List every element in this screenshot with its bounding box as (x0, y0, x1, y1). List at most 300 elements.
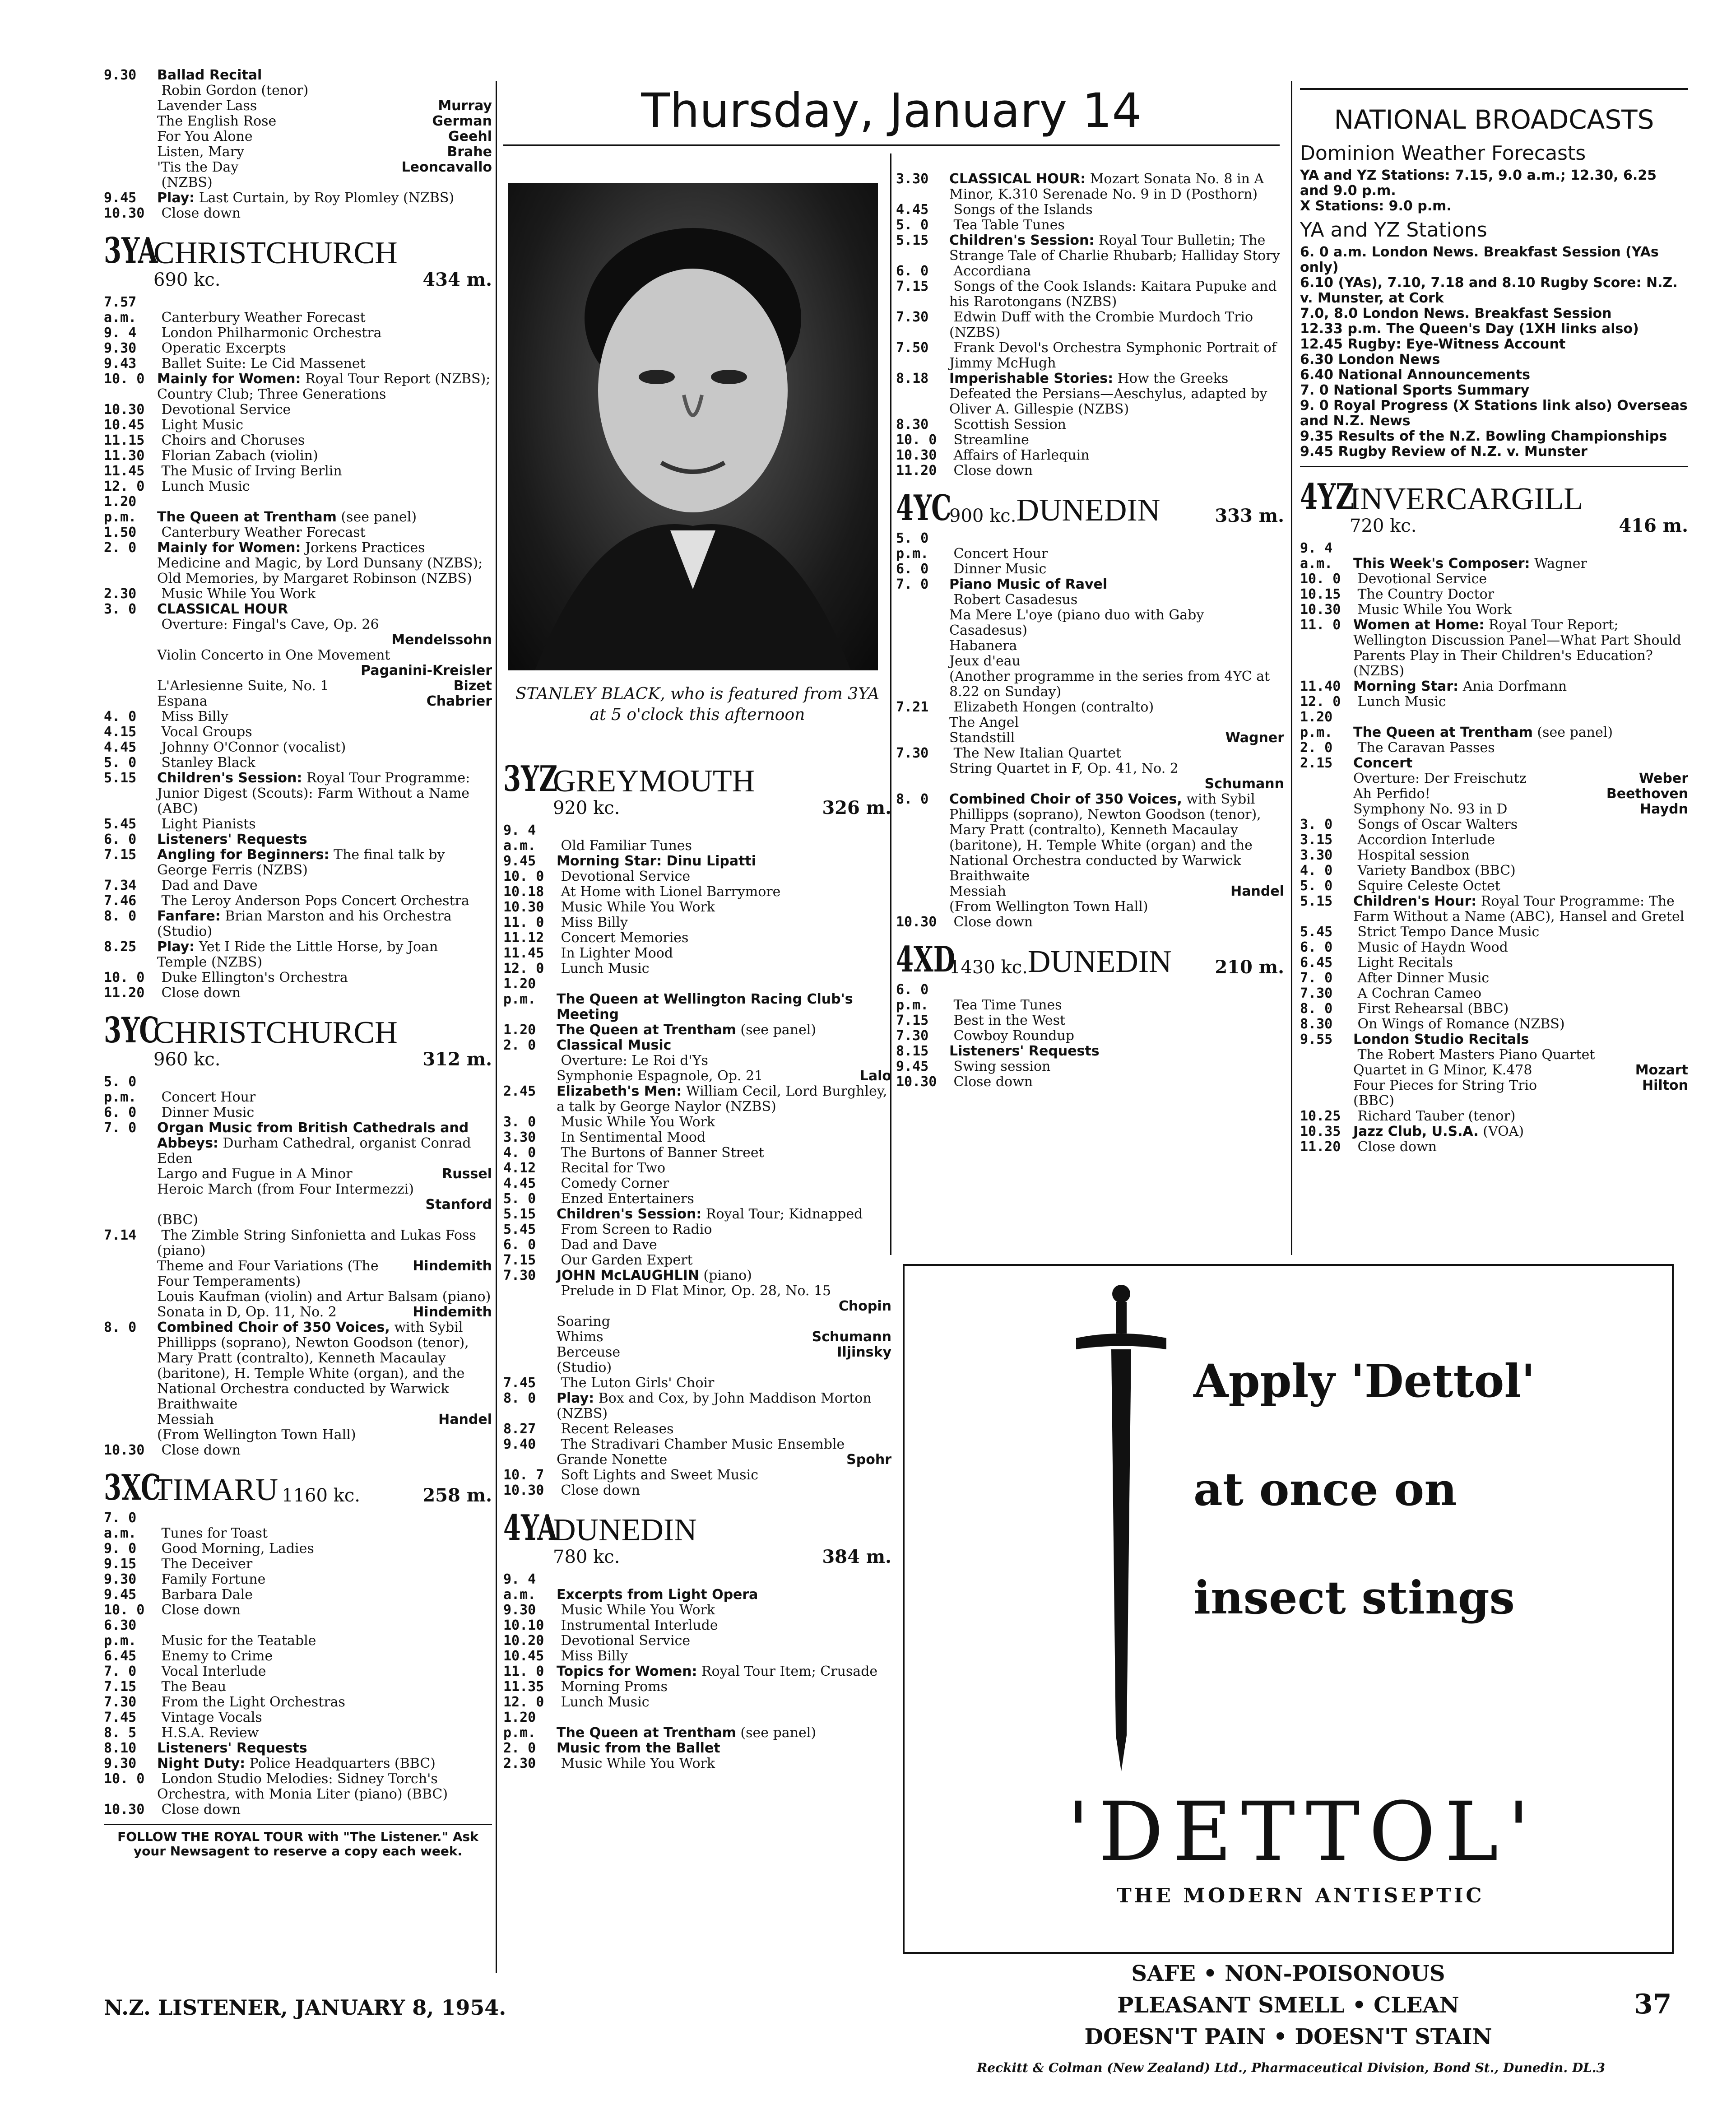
programme-time: 4. 0 (503, 1145, 536, 1161)
piece-title: For You Alone (157, 129, 253, 144)
programme-piece (503, 1069, 891, 1084)
programme-time: 2.45 (503, 1083, 536, 1099)
programme-time: 6.45 (1300, 955, 1333, 971)
national-broadcasts-title: NATIONAL BROADCASTS (1334, 104, 1654, 135)
programme-detail: Vocal Interlude (161, 1664, 266, 1679)
programme-entry (503, 961, 891, 976)
programme-detail: Dad and Dave (561, 1237, 657, 1253)
programme-entry (896, 1074, 1284, 1090)
programme-time: 9.30 (104, 340, 137, 356)
programme-detail: Music of Haydn Wood (1357, 939, 1508, 955)
programme-time: 10.30 (896, 914, 937, 930)
programme-entry (104, 1695, 492, 1710)
programme-time: 7.14 (104, 1227, 137, 1243)
national-broadcast-item (1300, 367, 1688, 383)
programme-entry (503, 869, 891, 884)
programme-detail: Last Curtain, by Roy Plomley (NZBS) (199, 190, 455, 206)
programme-entry (104, 372, 492, 402)
piece-title (157, 632, 391, 648)
programme-time: 11.12 (503, 930, 544, 946)
programme-piece (896, 899, 1284, 915)
ad-manufacturer: Reckitt & Colman (New Zealand) Ltd., Pharmaceutical Division, Bond St., Dunedin. DL.3 (977, 2060, 1606, 2075)
programme-detail: Miss Billy (161, 709, 228, 725)
programme-time: 7.15 (896, 1013, 929, 1028)
programme-entry (1300, 832, 1688, 848)
programme-entry (1300, 572, 1688, 587)
ad-subtitle: THE MODERN ANTISEPTIC (1117, 1884, 1485, 1907)
programme-entry (104, 1587, 492, 1603)
piece-composer: Mozart (1635, 1062, 1688, 1078)
broadcast-detail: Royal Progress (X Stations link also) Overseas and N.Z. News (1300, 398, 1688, 429)
programme-time: 7. 0 a.m. (104, 1510, 137, 1541)
programme-entry (503, 1222, 891, 1237)
programme-entry (896, 592, 1284, 608)
programme-entry (104, 1756, 492, 1771)
programme-time: 10.30 (896, 1074, 937, 1090)
programme-entry (896, 1059, 1284, 1074)
programme-time: 8.10 (104, 1740, 137, 1756)
programme-detail: Close down (953, 1074, 1033, 1090)
programme-detail: Music While You Work (1357, 602, 1512, 618)
piece-title: Lavender Lass (157, 98, 257, 114)
programme-time: 7.21 (896, 699, 929, 715)
programme-detail: Royal Tour; Kidnapped (706, 1206, 863, 1222)
programme-time: 6. 0 (104, 832, 137, 847)
piece-composer: German (432, 113, 492, 129)
programme-entry (503, 1376, 891, 1391)
programme-entry (104, 832, 492, 847)
programme-time: 11.40 (1300, 679, 1341, 694)
programme-detail: Recital for Two (561, 1160, 666, 1176)
programme-detail: Ania Dorfmann (1462, 679, 1567, 694)
programme-entry (1300, 1001, 1688, 1017)
programme-detail: Recent Releases (561, 1421, 674, 1437)
programme-entry (104, 464, 492, 479)
programme-piece (104, 160, 492, 175)
dettol-brand: 'DETTOL' (1067, 1785, 1539, 1879)
programme-entry (1300, 817, 1688, 832)
programme-entry (896, 915, 1284, 930)
programme-time: 7.30 (896, 1028, 929, 1044)
programme-entry (896, 982, 1284, 1013)
programme-time: 11.20 (104, 985, 145, 1001)
piece-title: (Studio) (557, 1360, 612, 1376)
programme-time: 5.15 (1300, 893, 1333, 909)
programme-entry (503, 1422, 891, 1437)
page-title: Thursday, January 14 (641, 83, 1142, 138)
programme-title: Concert (1353, 755, 1413, 771)
programme-entry (503, 1710, 891, 1741)
programme-entry (104, 617, 492, 632)
programme-time: 7. 0 (104, 1120, 137, 1136)
programme-piece (104, 679, 492, 694)
programme-detail: Music While You Work (561, 1114, 715, 1130)
ad-feature-2: PLEASANT SMELL • CLEAN (1117, 1993, 1459, 2018)
piece-title: 'Tis the Day (157, 159, 239, 175)
programme-detail: The final talk by George Ferris (NZBS) (157, 847, 445, 878)
programme-detail: William Cecil, Lord Burghley, a talk by George Naylor (NZBS) (557, 1083, 887, 1115)
programme-detail: Yet I Ride the Little Horse, by Joan Temple (NZBS) (157, 939, 438, 970)
programme-time: 3.30 (896, 171, 929, 187)
programme-time: 10.45 (104, 417, 145, 433)
programme-entry (1300, 587, 1688, 602)
programme-detail: After Dinner Music (1357, 970, 1490, 986)
programme-entry (104, 525, 492, 540)
programme-detail: Box and Cox, by John Maddison Morton (NZBS) (557, 1390, 872, 1422)
programme-detail: (see panel) (740, 1022, 817, 1038)
national-broadcast-item (1300, 398, 1688, 429)
programme-entry (104, 1541, 492, 1557)
piece-composer: Leoncavallo (401, 159, 492, 175)
programme-time: 7.30 (896, 309, 929, 325)
programme-entry (503, 1130, 891, 1145)
programme-title: Children's Session: (157, 770, 302, 786)
piece-title: (From Wellington Town Hall) (157, 1427, 356, 1443)
programme-detail: Devotional Service (1357, 571, 1487, 587)
programme-time: 7.30 (896, 745, 929, 761)
stanley-black-photo (508, 183, 878, 670)
programme-time: 12. 0 (503, 1694, 544, 1710)
programme-time: 4.45 (503, 1176, 536, 1191)
nb-bottom-rule (1300, 466, 1688, 467)
programme-time: 2.15 (1300, 755, 1333, 771)
programme-entry (104, 1572, 492, 1587)
programme-time: 4. 0 (1300, 863, 1333, 878)
programme-time: 7.45 (503, 1375, 536, 1391)
programme-entry (104, 893, 492, 909)
programme-piece (1300, 1063, 1688, 1078)
programme-entry (503, 1084, 891, 1115)
programme-entry (104, 1802, 492, 1817)
programme-detail: Richard Tauber (tenor) (1357, 1108, 1516, 1124)
programme-entry (896, 531, 1284, 562)
programme-time: 7.30 (104, 1694, 137, 1710)
programme-title: Combined Choir of 350 Voices, (949, 791, 1182, 807)
broadcast-time: 6. 0 a.m. (1300, 244, 1367, 260)
programme-detail: At Home with Lionel Barrymore (561, 884, 781, 900)
programme-entry (1300, 694, 1688, 710)
programme-time: 8. 0 (503, 1390, 536, 1406)
programme-entry (503, 915, 891, 930)
programme-entry (104, 448, 492, 464)
programme-detail: Close down (953, 914, 1033, 930)
piece-title: Listen, Mary (157, 144, 245, 160)
programme-entry (104, 433, 492, 448)
piece-composer: Spohr (846, 1452, 891, 1468)
programme-detail: Lunch Music (1357, 694, 1446, 710)
piece-title: (Another programme in the series from 4YC at 8.22 on Sunday) (949, 669, 1270, 700)
programme-entry (104, 1105, 492, 1120)
programme-time: 5. 0 (1300, 878, 1333, 894)
programme-detail: Devotional Service (561, 869, 691, 884)
national-broadcast-item (1300, 321, 1688, 337)
programme-detail: Prelude in D Flat Minor, Op. 28, No. 15 (561, 1283, 831, 1299)
weather-line: YA and YZ Stations: 7.15, 9.0 a.m.; 12.30, 6.25 and 9.0 p.m. (1300, 167, 1657, 199)
programme-detail: Light Pianists (161, 816, 256, 832)
piece-title: (BBC) (157, 1212, 199, 1228)
programme-title: Organ Music from British Cathedrals and Abbeys: (157, 1120, 469, 1151)
station-4yc-header: 4YC 900 kc. DUNEDIN 333 m. (896, 488, 1284, 529)
programme-time: 11. 0 (1300, 617, 1341, 633)
station-3yz-header: 3YZ GREYMOUTH (503, 758, 755, 799)
programme-title: The Queen at Trentham (557, 1725, 736, 1741)
programme-entry (503, 1253, 891, 1268)
programme-entry (1300, 602, 1688, 618)
programme-time: 2. 0 (503, 1037, 536, 1053)
programme-time: 4.45 (104, 739, 137, 755)
programme-entry (1300, 878, 1688, 894)
piece-composer: Handel (1230, 883, 1284, 899)
programme-detail: Royal Tour Item; Crusade (701, 1664, 878, 1679)
station-3yc-freq: 960 kc. 312 m. (153, 1049, 492, 1070)
programme-detail: Variety Bandbox (BBC) (1357, 863, 1516, 878)
programme-time: 10. 0 (104, 970, 145, 985)
programme-time: 8.30 (896, 417, 929, 432)
programme-detail: Music for the Teatable (161, 1633, 316, 1649)
programme-piece (104, 144, 492, 160)
programme-piece (896, 654, 1284, 669)
programme-detail: In Sentimental Mood (561, 1129, 706, 1145)
programme-detail: Good Morning, Ladies (161, 1541, 314, 1557)
programme-title: The Queen at Trentham (557, 1022, 736, 1038)
programme-entry (1300, 863, 1688, 878)
programme-detail: Close down (161, 1802, 241, 1817)
programme-entry (104, 939, 492, 970)
programme-detail: Songs of Oscar Walters (1357, 817, 1518, 832)
programme-entry (1300, 710, 1688, 740)
programme-detail: Music While You Work (561, 1756, 715, 1771)
programme-time: 10.25 (1300, 1108, 1341, 1124)
piece-composer: Beethoven (1606, 786, 1688, 802)
programme-entry (104, 356, 492, 372)
programme-time: 10.45 (503, 1648, 544, 1664)
programme-entry (104, 1679, 492, 1695)
programme-entry (503, 946, 891, 961)
programme-title: Fanfare: (157, 908, 221, 924)
programme-detail: Soft Lights and Sweet Music (561, 1467, 758, 1483)
programme-detail: Durham Cathedral, organist Conrad Eden (157, 1135, 471, 1167)
programme-detail: Concert Memories (561, 930, 689, 946)
programme-time: 9. 0 (104, 1541, 137, 1557)
programme-entry (104, 341, 492, 356)
programme-time: 2.30 (503, 1756, 536, 1771)
programme-entry (503, 1649, 891, 1664)
programme-time: 7.50 (896, 340, 929, 356)
programme-detail: Songs of the Islands (953, 202, 1093, 218)
programme-detail: Vintage Vocals (161, 1710, 262, 1725)
programme-time: 3.30 (1300, 847, 1333, 863)
programme-time: 7. 0 (896, 576, 929, 592)
programme-time: 6.30 p.m. (104, 1617, 137, 1649)
programme-time: 8.30 (1300, 1016, 1333, 1032)
piece-title: Messiah (949, 883, 1007, 899)
programme-time: 8. 0 (104, 908, 137, 924)
piece-title: (BBC) (1353, 1093, 1395, 1109)
programme-detail: Accordiana (953, 263, 1031, 279)
broadcast-time: 6.40 (1300, 367, 1334, 383)
programme-time: 6. 0 (1300, 939, 1333, 955)
programme-time: 9.55 (1300, 1032, 1333, 1047)
programme-detail: From Screen to Radio (561, 1222, 712, 1237)
column-1 (104, 68, 492, 1859)
programme-piece (104, 632, 492, 648)
sword-icon (1076, 1284, 1166, 1771)
programme-title: Jazz Club, U.S.A. (1353, 1124, 1479, 1139)
programme-time: 4.45 (896, 202, 929, 218)
programme-detail: Overture: Le Roi d'Ys (561, 1053, 708, 1069)
piece-title: Quartet in G Minor, K.478 (1353, 1062, 1532, 1078)
programme-entry (503, 1191, 891, 1207)
programme-detail: Music While You Work (561, 899, 715, 915)
programme-time: 5. 0 (896, 217, 929, 233)
piece-composer: Chabrier (426, 693, 492, 709)
programme-entry (104, 1510, 492, 1541)
programme-detail: Lunch Music (161, 479, 250, 494)
programme-entry (1300, 1047, 1688, 1063)
programme-piece (104, 1289, 492, 1305)
programme-title: Play: (557, 1390, 594, 1406)
programme-piece (896, 884, 1284, 899)
programme-detail: Canterbury Weather Forecast (161, 525, 366, 540)
programme-time: 2. 0 (503, 1740, 536, 1756)
programme-title: Topics for Women: (557, 1664, 697, 1679)
programme-title: Mainly for Women: (157, 540, 301, 556)
programme-time: 9.15 (104, 1556, 137, 1572)
programme-time: 7. 0 (104, 1664, 137, 1679)
programme-time: 10. 7 (503, 1467, 544, 1483)
programme-detail: Dad and Dave (161, 878, 258, 893)
programme-piece (503, 1452, 891, 1468)
programme-time: 9.30 (104, 1571, 137, 1587)
programme-entry (104, 586, 492, 602)
programme-entry (104, 970, 492, 985)
programme-piece (1300, 1078, 1688, 1093)
broadcast-detail: National Sports Summary (1333, 382, 1530, 398)
piece-composer: Russel (442, 1166, 492, 1182)
programme-time: 7.15 (104, 847, 137, 863)
programme-entry (1300, 894, 1688, 925)
programme-title: Classical Music (557, 1037, 672, 1053)
programme-piece (104, 663, 492, 679)
programme-time: 7.34 (104, 878, 137, 893)
piece-title (949, 776, 1205, 792)
national-broadcast-item (1300, 383, 1688, 398)
programme-detail: Tunes for Toast (161, 1525, 268, 1541)
programme-time: 1.20 p.m. (503, 1710, 536, 1741)
programme-time: 10.15 (1300, 586, 1341, 602)
piece-composer: Iljinsky (837, 1344, 891, 1360)
programme-time: 3.15 (1300, 832, 1333, 848)
programme-detail: Affairs of Harlequin (953, 447, 1090, 463)
programme-detail: Robert Casadesus (953, 592, 1078, 608)
programme-time: 12. 0 (104, 479, 145, 494)
follow-royal-tour-notice: FOLLOW THE ROYAL TOUR with "The Listener." Ask your Newsagent to reserve a copy each week. (104, 1824, 492, 1859)
piece-title: The Angel (949, 715, 1019, 730)
programme-time: 5.15 (896, 232, 929, 248)
programme-detail: Close down (161, 205, 241, 221)
piece-title: Whims (557, 1329, 603, 1345)
programme-title: Angling for Beginners: (157, 847, 330, 863)
programme-piece (503, 1329, 891, 1345)
programme-piece (104, 1412, 492, 1427)
programme-entry (896, 700, 1284, 715)
programme-piece (1300, 802, 1688, 817)
programme-time: 10.30 (104, 1802, 145, 1817)
photo-caption: STANLEY BLACK, who is featured from 3YA at 5 o'clock this afternoon (515, 685, 880, 724)
programme-entry (1300, 986, 1688, 1001)
piece-composer: Weber (1639, 771, 1688, 786)
programme-time: 10.30 (896, 447, 937, 463)
ad-feature-1: SAFE • NON-POISONOUS (1131, 1961, 1445, 1986)
national-broadcast-item (1300, 275, 1688, 306)
broadcast-time: 6.10 (YAs), 7.10, 7.18 and 8.10 (1300, 275, 1536, 291)
piece-title: The English Rose (157, 113, 277, 129)
programme-detail: The Leroy Anderson Pops Concert Orchestra (161, 893, 469, 909)
programme-detail: Miss Billy (561, 1648, 628, 1664)
programme-time: 10.10 (503, 1617, 544, 1633)
programme-title: Music from the Ballet (557, 1740, 720, 1756)
programme-detail: Concert Hour (161, 1089, 256, 1105)
programme-entry (503, 1483, 891, 1498)
programme-time: 6. 0 (896, 561, 929, 577)
programme-time: 9. 4 a.m. (503, 823, 536, 854)
broadcast-time: 7. 0 (1300, 382, 1329, 398)
programme-piece (104, 98, 492, 114)
programme-entry (104, 755, 492, 771)
programme-detail: Concert Hour (953, 546, 1048, 562)
programme-detail: Robin Gordon (tenor) (161, 83, 309, 98)
national-broadcast-item (1300, 444, 1688, 460)
programme-piece (896, 638, 1284, 654)
programme-piece (104, 1259, 492, 1289)
programme-time: 7. 0 (1300, 970, 1333, 986)
broadcast-time: 9.45 (1300, 444, 1334, 460)
national-broadcast-item (1300, 245, 1688, 275)
weather-line: X Stations: 9.0 p.m. (1300, 198, 1452, 214)
programme-detail: Dinner Music (161, 1105, 255, 1120)
programme-detail: Vocal Groups (161, 724, 252, 740)
broadcast-detail: London News (1338, 352, 1440, 367)
piece-composer: Schumann (1204, 776, 1284, 792)
programme-detail: Royal Tour Report (NZBS); Country Club; Three Generations (157, 371, 491, 402)
broadcast-detail: London News. Breakfast Session (1362, 306, 1612, 321)
page-number: 37 (1634, 1989, 1672, 2020)
programme-entry (1300, 940, 1688, 955)
broadcast-detail: The Queen's Day (1XH links also) (1386, 321, 1639, 337)
piece-title: Jeux d'eau (949, 653, 1021, 669)
programme-time: 10. 0 (1300, 571, 1341, 587)
programme-detail: (see panel) (1537, 725, 1613, 740)
programme-detail: The Caravan Passes (1357, 740, 1495, 756)
programme-entry (503, 930, 891, 946)
programme-time: 10. 0 (896, 432, 937, 448)
programme-detail: (see panel) (341, 509, 417, 525)
programme-entry (503, 1283, 891, 1299)
ad-feature-3: DOESN'T PAIN • DOESN'T STAIN (1084, 2024, 1492, 2050)
programme-entry (503, 1618, 891, 1633)
programme-title: Excerpts from Light Opera (557, 1587, 758, 1603)
programme-time: 10.18 (503, 884, 544, 900)
programme-entry (896, 417, 1284, 432)
programme-title: The Queen at Trentham (1353, 725, 1533, 740)
programme-entry (503, 884, 891, 900)
programme-time: 11.45 (104, 463, 145, 479)
station-3ya-freq: 690 kc. 434 m. (153, 269, 492, 290)
programme-piece (896, 669, 1284, 700)
programme-entry (503, 1603, 891, 1618)
programme-detail: Overture: Fingal's Cave, Op. 26 (161, 617, 379, 632)
programme-time: 10.20 (503, 1633, 544, 1649)
